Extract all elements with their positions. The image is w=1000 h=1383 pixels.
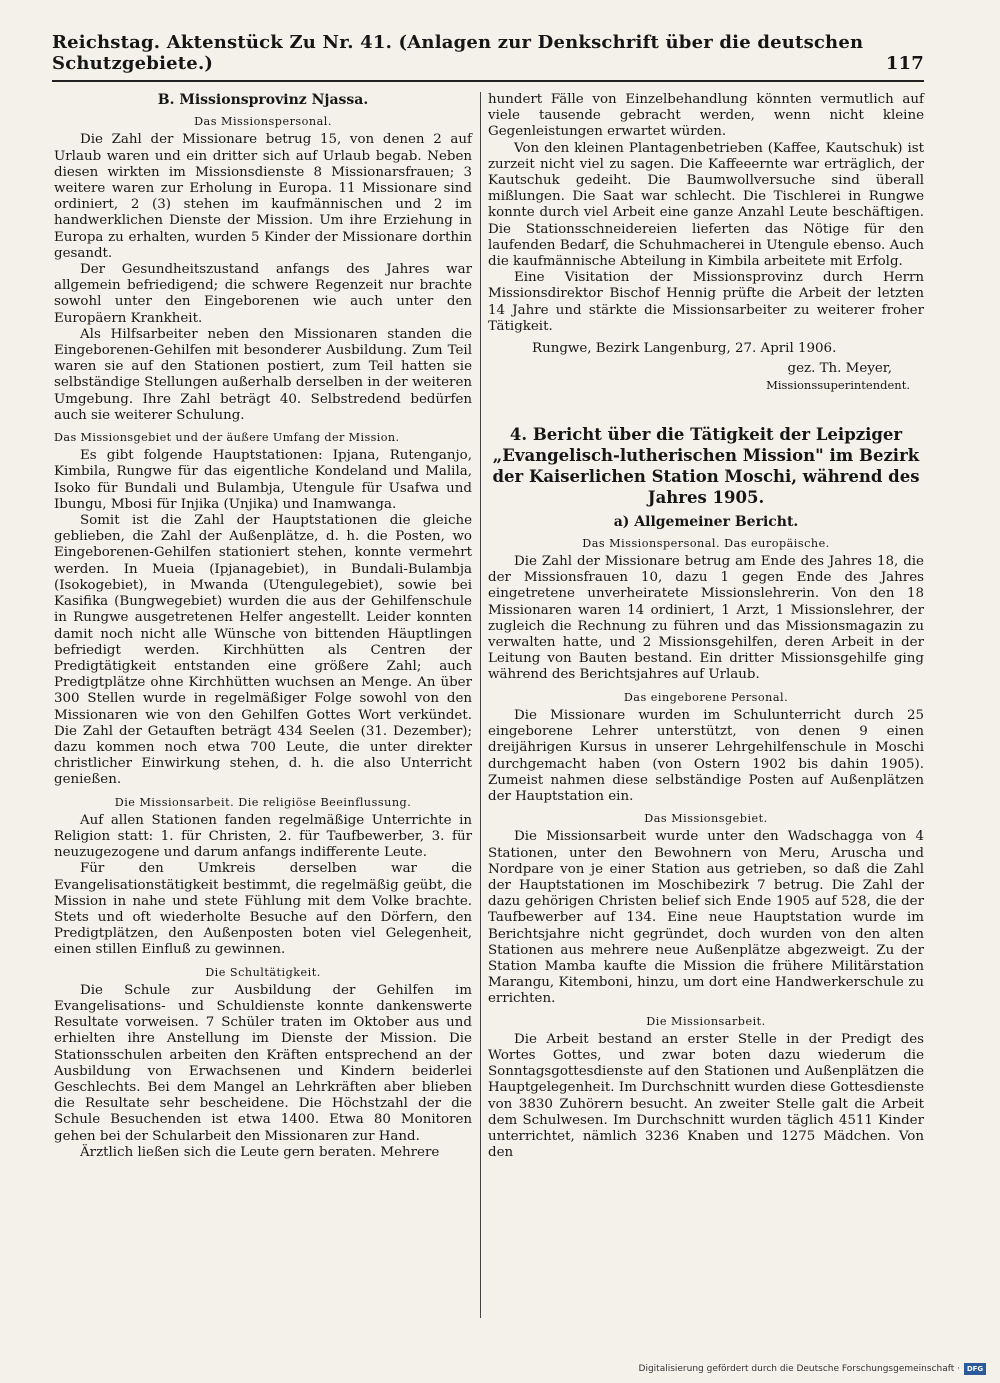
paragraph: Für den Umkreis derselben war die Evangelisationstätigkeit bestimmt, die regelmäßig geübt, die Mission in nahe und stete Fühlung mit dem Volke brachte. Stets und oft wiederholte Besuche auf den Dörfern, den Predigtplätzen, den Außenposten boten viel Gelegenheit, einen stillen Einfluß zu gewinnen. xyxy=(54,861,472,958)
paragraph: Von den kleinen Plantagenbetrieben (Kaffee, Kautschuk) ist zurzeit nicht viel zu sagen. Die Kaffeeernte war erträglich, der Kautschuk gedeiht. Die Baumwollversuche sind überall mißlungen. Die Saat war schlecht. Die Tischlerei in Rungwe konnte durch viel Arbeit eine ganze Anzahl Leute beschäftigen. Die Stationsschneidereien lieferten das Nötige für den laufenden Bedarf, die Schuhmacherei in Utengule ebenso. Auch die kaufmännische Abteilung in Kimbila arbeitete mit Erfolg. xyxy=(488,140,924,270)
section-title: B. Missionsprovinz Njassa. xyxy=(157,92,369,108)
paragraph: Somit ist die Zahl der Hauptstationen die gleiche geblieben, die Zahl der Außenplätze, d. h. die Posten, wo Eingeborenen-Gehilfen stationiert stehen, konnte vermehrt werden. In Mueia (Ipjanagebiet), in Bundali-Bulambja (Isokogebiet), in Mwanda (Utengulegebiet), sowie bei Kasifika (Bungwegebiet) wurden die aus der Gehilfenschule in Rungwe ausgetretenen Helfer angestellt. Leider konnten damit noch nicht alle Wünsche von bittenden Häuptlingen befriedigt werden. Kirchhütten als Centren der Predigtätigkeit entstanden eine größere Zahl; auch Predigtplätze ohne Kirchhütten wuchsen an Menge. An über 300 Stellen wurde in regelmäßiger Folge sowohl von den Missionaren wie von den Gehilfen Gottes Wort verkündet. Die Zahl der Getauften beträgt 434 Seelen (31. Dezember); dazu kommen noch etwa 700 Leute, die unter direkter christlicher Einwirkung stehen, d. h. die also Unterricht genießen. xyxy=(54,513,472,788)
section-title: a) Allgemeiner Bericht. xyxy=(613,513,799,530)
paragraph: Die Schule zur Ausbildung der Gehilfen im Evangelisations- und Schuldienste konnte dankenswerte Resultate vorweisen. 7 Schüler traten im Oktober aus und erhielten ihre Anstellung im Dienste der Mission. Die Stationsschulen arbeiten den Kräften entsprechend an der Ausbildung von Erwachsenen und Kindern beiderlei Geschlechts. Bei dem Mangel an Lehrkräften aber blieben die Resultate sehr bescheidene. Die Höchstzahl der die Schule Besuchenden ist etwa 1400. Etwa 80 Monitoren gehen bei der Schularbeit den Missionaren zur Hand. xyxy=(54,982,472,1144)
subheading: Die Missionsarbeit. xyxy=(646,1014,766,1028)
footer-text: Digitalisierung gefördert durch die Deutsche Forschungsgemeinschaft · xyxy=(638,1364,960,1374)
paragraph: Der Gesundheitszustand anfangs des Jahres war allgemein befriedigend; die schwere Regenzeit nur brachte sowohl unter den Eingeborenen wie auch unter den Europäern Krankheit. xyxy=(54,262,472,326)
subheading: Das eingeborene Personal. xyxy=(623,690,789,704)
report-title: 4. Bericht über die Tätigkeit der Leipziger „Evangelisch-lutherischen Mission" im Bezirk der Kaiserlichen Station Moschi, während des Jahres 1905. xyxy=(492,424,920,507)
paragraph: Die Zahl der Missionare betrug am Ende des Jahres 18, die der Missionsfrauen 10, dazu 1 gegen Ende des Jahres eingetretene unverheiratete Missionslehrerin. Von den 18 Missionaren waren 14 ordiniert, 1 Arzt, 1 Missionslehrer, der zugleich die Rechnung zu führen und das Missionsmagazin zu verwalten hatte, und 2 Missionsgehilfen, deren Arbeit in der Leitung von Bauten bestand. Ein dritter Missionsgehilfe ging während des Berichtsjahres auf Urlaub. xyxy=(488,554,924,683)
subheading: Das Missionspersonal. Das europäische. xyxy=(582,536,830,550)
paragraph: Es gibt folgende Hauptstationen: Ipjana, Rutenganjo, Kimbila, Rungwe für das eigentliche Kondeland und Malila, Isoko für Bundali und Bulambja, Utengule für Usafwa und Ibungu, Mbosi für Injika (Unjika) und Inamwanga. xyxy=(54,448,472,512)
page-number: 117 xyxy=(885,53,924,74)
signature: gez. Th. Meyer, xyxy=(787,361,892,377)
left-column xyxy=(54,92,472,1161)
subheading: Das Missionspersonal. xyxy=(194,115,332,129)
subheading: Die Schultätigkeit. xyxy=(205,965,321,979)
paragraph: Als Hilfsarbeiter neben den Missionaren standen die Eingeborenen-Gehilfen mit besonderer Ausbildung. Zum Teil waren sie auf den Stationen postiert, zum Teil hatten sie selbständige Stellungen außerhalb derselben in der weiteren Umgebung. Ihre Zahl beträgt 40. Selbstredend bedürfen auch sie weiterer Schulung. xyxy=(54,326,472,423)
signature-role: Missionssuperintendent. xyxy=(766,378,910,393)
paragraph: Die Arbeit bestand an erster Stelle in der Predigt des Wortes Gottes, und zwar boten dazu wiederum die Sonntagsgottesdienste auf den Stationen und Außenplätzen die Hauptgelegenheit. Im Durchschnitt wurden diese Gottesdienste von 3830 Zuhörern besucht. An zweiter Stelle galt die Arbeit dem Schulwesen. Im Durchschnitt wurden täglich 4511 Kinder unterrichtet, nämlich 3236 Knaben und 1275 Mädchen. Von den xyxy=(488,1031,924,1161)
header-rule xyxy=(52,80,924,82)
right-column xyxy=(488,92,924,1161)
column-divider xyxy=(480,92,481,1318)
dfg-logo-icon: DFG xyxy=(964,1363,986,1375)
paragraph: Eine Visitation der Missionsprovinz durch Herrn Missionsdirektor Bischof Hennig prüfte die Arbeit der letzten 14 Jahre und stärkte die Missionsarbeiter zu weiterer froher Tätigkeit. xyxy=(488,270,924,334)
paragraph: Die Zahl der Missionare betrug 15, von denen 2 auf Urlaub waren und ein dritter sich auf Urlaub begab. Neben diesen wirkten im Missionsdienste 8 Missionarsfrauen; 3 weitere waren zur Erholung in Europa. 11 Missionare sind ordiniert, 2 (3) stehen im kaufmännischen und 2 im handwerklichen Dienste der Mission. Um ihre Erziehung in Europa zu erhalten, wurden 5 Kinder der Missionare dorthin gesandt. xyxy=(54,132,472,261)
paragraph: hundert Fälle von Einzelbehandlung könnten vermutlich auf viele tausende gebracht werden, wenn nicht kleine Gegenleistungen erwartet würden. xyxy=(488,92,924,140)
header-title: Reichstag. Aktenstück Zu Nr. 41. (Anlagen zur Denkschrift über die deutschen Schutzgebiete.) xyxy=(52,32,864,74)
paragraph: Die Missionsarbeit wurde unter den Wadschagga von 4 Stationen, unter den Bewohnern von Meru, Aruscha und Nordpare von je einer Station aus getrieben, so daß die Zahl der Hauptstationen im Moschibezirk 7 betrug. Die Zahl der dazu gehörigen Christen belief sich Ende 1905 auf 528, die der Taufbewerber auf 134. Eine neue Hauptstation wurde im Berichtsjahre nicht gegründet, doch wurden von den alten Stationen aus mehrere neue Außenplätze abgezweigt. Zu der Station Mamba kaufte die Mission die frühere Militärstation Marangu, Kitemboni, hinzu, um dort eine Handwerkerschule zu errichten. xyxy=(488,829,924,1007)
running-header xyxy=(52,32,924,74)
paragraph: Die Missionare wurden im Schulunterricht durch 25 eingeborene Lehrer unterstützt, von denen 9 einen dreijährigen Kursus in unserer Lehrgehilfenschule in Moschi durchgemacht haben (von Ostern 1902 bis dahin 1905). Zumeist nahmen diese selbständige Posten auf Außenplätzen der Hauptstation ein. xyxy=(488,707,924,804)
place-date: Rungwe, Bezirk Langenburg, 27. April 1906. xyxy=(532,341,837,357)
subheading: Das Missionsgebiet und der äußere Umfang der Mission. xyxy=(54,431,400,445)
subheading: Das Missionsgebiet. xyxy=(644,812,768,826)
subheading: Die Missionsarbeit. Die religiöse Beeinflussung. xyxy=(114,795,412,809)
footer-credit xyxy=(639,1363,986,1375)
paragraph: Auf allen Stationen fanden regelmäßige Unterrichte in Religion statt: 1. für Christen, 2. für Taufbewerber, 3. für neuzugezogene und darum anfangs indifferente Leute. xyxy=(54,812,472,861)
paragraph: Ärztlich ließen sich die Leute gern beraten. Mehrere xyxy=(80,1144,440,1160)
